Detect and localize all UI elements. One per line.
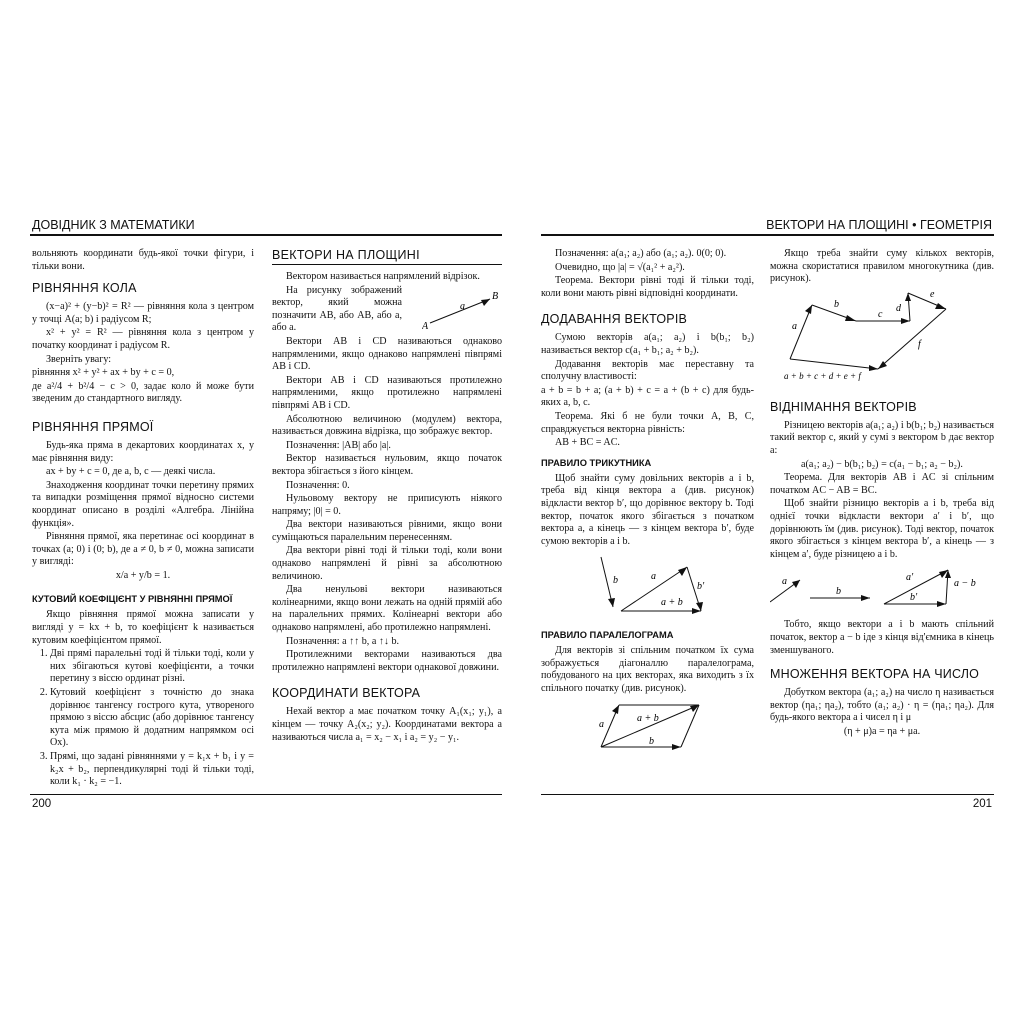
svg-text:e: e [930, 288, 935, 300]
svg-text:a: a [599, 718, 604, 730]
zero-vector-text: Вектор називається нульовим, якщо початок вектора збігається з його кінцем. [272, 453, 502, 477]
zero-vector-direction: Нульовому вектору не приписують ніякого напряму; |0| = 0. [272, 493, 502, 517]
right-running-header: ВЕКТОРИ НА ПЛОЩИНІ • ГЕОМЕТРІЯ [541, 216, 994, 236]
subtraction-theorem: Теорема. Для векторів AB і AC зі спільним початком AC − AB = BC. [770, 472, 994, 496]
addition-properties: Додавання векторів має переставну та сполучну властивості: [541, 358, 754, 383]
list-item: 2. Кутовий коефіцієнт з точністю до знака дорівнює тангенсу гострого кута, утвореного прямою з віссю абсцис (або дорівнює тангенсу кута між прямою й додатним напрямком осі Ox). [50, 687, 254, 750]
right-page [541, 216, 994, 816]
line-text-4: Рівняння прямої, яка перетинає осі координат в точках (a; 0) і (0; b), де a ≠ 0, b ≠ 0, можна записати у вигляді: [32, 531, 254, 568]
opposite-vectors-text: Протилежними векторами називаються два протилежно напрямлені вектори однакової довжини. [272, 649, 502, 673]
circle-text-3: Зверніть увагу: [46, 353, 112, 365]
right-page-footer [541, 794, 994, 810]
circle-text-4: рівняння x² + y² + ax + by + c = 0, [32, 367, 175, 379]
circle-text-5: де a²/4 + b²/4 − c > 0, задає коло й може бути зведеним до стандартного вигляду. [32, 380, 254, 405]
label-a: a [460, 300, 465, 312]
modulus-text: Абсолютною величиною (модулем) вектора, називається довжина відрізка, що зображує вектор. [272, 413, 502, 438]
svg-text:b: b [834, 298, 839, 310]
svg-text:a: a [792, 320, 797, 332]
svg-text:a: a [782, 576, 787, 588]
modulus-notation: Позначення: |AB| або |a|. [286, 439, 391, 451]
vector-def: Вектором називається напрямлений відрізок. [286, 271, 480, 282]
left-page-column-1 [32, 248, 254, 790]
equal-vectors-text: Два вектори називаються рівними, якщо вони суміщаються паралельним перенесенням. [272, 519, 502, 543]
same-direction-text: Вектори AB і CD називаються однаково напрямленими, якщо однаково напрямлені півпрямі AB і CD. [272, 335, 502, 373]
svg-text:b′: b′ [910, 592, 918, 604]
addition-heading: ДОДАВАННЯ ВЕКТОРІВ [541, 312, 688, 327]
intro-text: вольняють координати будь-якої точки фігури, і тільки вони. [32, 248, 254, 272]
slope-heading: КУТОВИЙ КОЕФІЦІЄНТ У РІВНЯННІ ПРЯМОЇ [32, 594, 233, 605]
vectors-heading: ВЕКТОРИ НА ПЛОЩИНІ [272, 248, 502, 265]
triangle-rule-figure [541, 549, 754, 617]
svg-text:a − b: a − b [954, 578, 976, 590]
circle-heading: РІВНЯННЯ КОЛА [32, 281, 137, 296]
subtraction-def: Різницею векторів a(a₁; a₂) і b(b₁; b₂) називається такий вектор c, який у сумі з вектором b дає вектор a: [770, 419, 994, 456]
subtraction-formula: a(a₁; a₂) − b(b₁; b₂) = c(a₁ − b₁; a₂ − b₂). [801, 458, 963, 470]
slope-list [32, 648, 254, 789]
zero-vector-notation: Позначення: 0. [286, 479, 350, 491]
page-number: 200 [32, 798, 52, 810]
line-text-2: ax + by + c = 0, де a, b, c — деякі числа. [46, 466, 216, 478]
left-page-footer [30, 794, 502, 810]
left-page [30, 216, 502, 816]
page-number: 201 [972, 798, 992, 810]
equality-theorem: Теорема. Вектори рівні тоді й тільки тоді, коли вони мають рівні відповідні координати. [541, 275, 754, 299]
svg-text:b: b [613, 575, 618, 587]
label-A: A [422, 320, 429, 331]
line-formula: x/a + y/b = 1. [115, 569, 171, 581]
svg-text:a + b: a + b [661, 597, 683, 609]
label-B: B [492, 290, 499, 302]
svg-text:a + b: a + b [637, 712, 659, 724]
coordinates-text: Нехай вектор a має початком точку A₁(x₁; y₁), а кінцем — точку A₂(x₂; y₂). Координатами вектора a називаються числа a₁ = x₂ − x₁ і a₂ = y₂ − y₁. [272, 706, 502, 743]
triangle-rule-text: Щоб знайти суму довільних векторів a і b, треба від кінця вектора a (див. рисунок) відкласти вектор b′, що дорівнює вектору b. Тоді вектор, початок якого збігається з початком вектора a, а кінець — з кінцем вектора b′, буде сумою векторів a і b. [541, 472, 754, 547]
line-text-1: Будь-яка пряма в декартових координатах x, y має рівняння виду: [32, 439, 254, 464]
vector-ab-figure [422, 291, 502, 331]
collinear-text: Два ненульові вектори називаються колінеарними, якщо вони лежать на одній прямій або на паралельних прямих. Колінеарні вектори або однаково напрямлені, або протилежно напрямлені. [272, 584, 502, 634]
left-running-header: ДОВІДНИК З МАТЕМАТИКИ [30, 216, 502, 236]
circle-text-1: (x−a)² + (y−b)² = R² — рівняння кола з центром у точці A(a; b) і радіусом R; [32, 301, 254, 325]
parallelogram-rule-figure [541, 697, 754, 753]
svg-text:c: c [878, 308, 883, 320]
circle-text-2: x² + y² = R² — рівняння кола з центром у початку координат і радіусом R. [32, 327, 254, 351]
parallelogram-rule-text: Для векторів зі спільним початком їх сума зображується діагоналлю паралелограма, побудованого на цих векторах, яка виходить з їх спільного початку (див. рисунок). [541, 645, 754, 695]
slope-text-1: Якщо рівняння прямої можна записати у вигляді y = kx + b, то коефіцієнт k називається кутовим коефіцієнтом прямої. [32, 609, 254, 646]
line-text-3: Знаходження координат точки перетину прямих та випадки розміщення прямої відносно системи координат описано в розділі «Алгебра. Лінійна функція». [32, 479, 254, 529]
addition-def: Сумою векторів a(a₁; a₂) і b(b₁; b₂) називається вектор c(a₁ + b₁; a₂ + b₂). [541, 332, 754, 356]
polygon-rule-text: Якщо треба знайти суму кількох векторів, можна скористатися правилом многокутника (див. рисунок). [770, 248, 994, 285]
multiplication-def: Добутком вектора (a₁; a₂) на число η називається вектор (ηa₁; ηa₂), тобто (a₁; a₂) · η = (ηa₁; ηa₂). Для будь-якого вектора a і чисел η і μ [770, 687, 994, 724]
line-heading: РІВНЯННЯ ПРЯМОЇ [32, 419, 154, 434]
right-page-column-1 [541, 248, 754, 758]
list-item: 1. Дві прямі паралельні тоді й тільки тоді, коли у них збігаються кутові коефіцієнти, а точки перетину з віссю ординат різні. [50, 648, 254, 686]
svg-text:d: d [896, 302, 901, 314]
subtraction-figure [770, 562, 994, 614]
subtraction-rule: Щоб знайти різницю векторів a і b, треба від однієї точки відкласти вектори a′ і b′, що дорівнюють їм (див. рисунок). Тоді вектор, початок якого збігається з кінцем вектора b′, а кінець — з кінцем a′, буде різницею a і b. [770, 498, 994, 560]
vector-figure-text: На рисунку зображений вектор, який можна позначити AB, або AB, або a, або a. [272, 284, 402, 334]
svg-text:f: f [918, 338, 921, 350]
addition-equality: AB + BC = AC. [555, 437, 620, 449]
polygon-rule-figure [770, 287, 994, 391]
notation-text: Позначення: a(a₁; a₂) або (a₁; a₂). 0(0; 0). [555, 248, 727, 259]
modulus-formula: Очевидно, що |a| = √(a₁² + a₂²). [555, 261, 685, 273]
multiplication-formula: (η + μ)a = ηa + μa. [843, 725, 921, 737]
parallelogram-rule-heading: ПРАВИЛО ПАРАЛЕЛОГРАМА [541, 630, 674, 641]
svg-text:b′: b′ [697, 581, 705, 593]
svg-text:b: b [836, 586, 841, 598]
addition-theorem: Теорема. Які б не були точки A, B, C, справджується векторна рівність: [541, 410, 754, 435]
collinear-notation: Позначення: a ↑↑ b, a ↑↓ b. [286, 635, 400, 647]
multiplication-heading: МНОЖЕННЯ ВЕКТОРА НА ЧИСЛО [770, 667, 980, 682]
svg-text:a: a [651, 571, 656, 583]
svg-text:a + b + c + d + e + f: a + b + c + d + e + f [784, 370, 861, 381]
addition-laws: a + b = b + a; (a + b) + c = a + (b + c) для будь-яких a, b, c. [541, 384, 754, 409]
right-page-column-2 [770, 248, 994, 739]
left-page-column-2 [272, 248, 502, 745]
subtraction-summary: Тобто, якщо вектори a і b мають спільний початок, вектор a − b іде з кінця від'ємника в кінець зменшуваного. [770, 619, 994, 656]
triangle-rule-heading: ПРАВИЛО ТРИКУТНИКА [541, 457, 652, 468]
svg-text:b: b [649, 735, 654, 747]
svg-text:a′: a′ [906, 572, 914, 584]
opposite-direction-text: Вектори AB і CD називаються протилежно напрямленими, якщо протилежно напрямлені півпрямі AB і CD. [272, 374, 502, 411]
equal-vectors-criterion: Два вектори рівні тоді й тільки тоді, коли вони однаково напрямлені й рівні за абсолютною величиною. [272, 545, 502, 582]
subtraction-heading: ВІДНІМАННЯ ВЕКТОРІВ [770, 399, 917, 414]
coordinates-heading: КООРДИНАТИ ВЕКТОРА [272, 686, 421, 701]
list-item: 3. Прямі, що задані рівняннями y = k₁x + b₁ і y = k₂x + b₂, перпендикулярні тоді й тільки тоді, коли k₁ · k₂ = −1. [50, 751, 254, 789]
